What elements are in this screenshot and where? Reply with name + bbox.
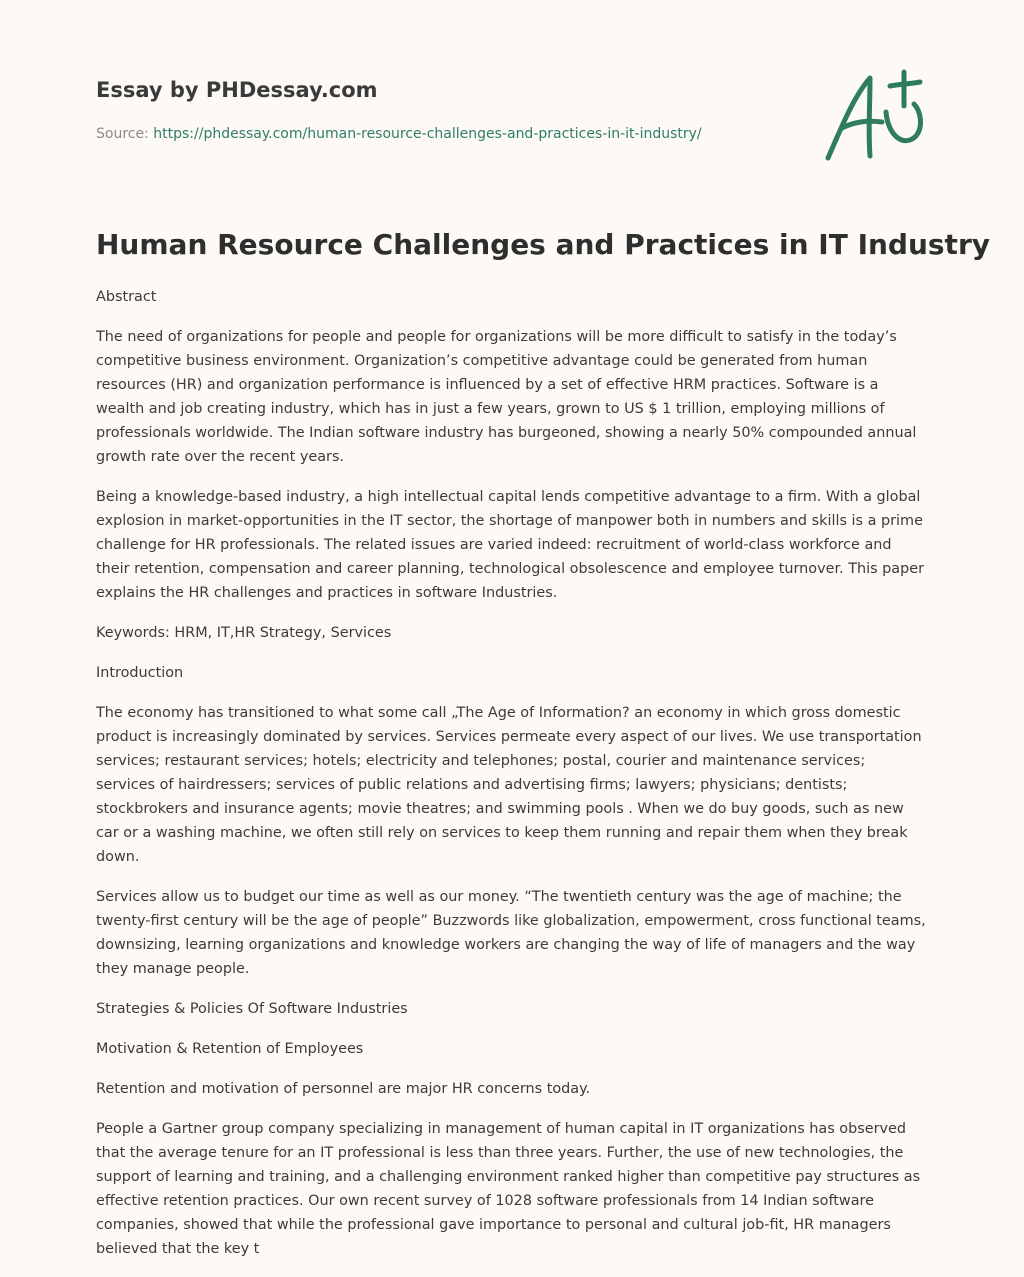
essay-title: Human Resource Challenges and Practices in IT Industry <box>96 228 991 261</box>
section-heading-abstract: Abstract <box>96 289 157 305</box>
keywords: Keywords: HRM, IT,HR Strategy, Services <box>96 625 392 641</box>
paragraph: Being a knowledge-based industry, a high intellectual capital lends competitive advantage to a firm. With a global explosion in market-opportunities in the IT sector, the shortage of manpower both in numbers and skills is a prime challenge for HR professionals. The related issues are varied indeed: recruitment of world-class workforce and their retention, compensation and career planning, technological obsolescence and employee turnover. This paper explains the HR challenges and practices in software Industries. <box>96 489 925 601</box>
essay-body <box>96 285 928 1277</box>
section-heading-motivation: Motivation & Retention of Employees <box>96 1041 364 1057</box>
source-link[interactable]: https://phdessay.com/human-resource-challenges-and-practices-in-it-industry/ <box>153 126 702 142</box>
paragraph: People a Gartner group company specializing in management of human capital in IT organizations has observed that the average tenure for an IT professional is less than three years. Further, the use of new technologies, the support of learning and training, and a challenging environment ranked higher than competitive pay structures as effective retention practices. Our own recent survey of 1028 software professionals from 14 Indian software companies, showed that while the professional gave importance to personal and cultural job-fit, HR managers believed that the key t <box>96 1121 921 1257</box>
paragraph: The economy has transitioned to what some call „The Age of Information? an economy in which gross domestic product is increasingly dominated by services. Services permeate every aspect of our lives. We use transportation services; restaurant services; hotels; electricity and telephones; postal, courier and maintenance services; services of hairdressers; services of public relations and advertising firms; lawyers; physicians; dentists; stockbrokers and insurance agents; movie theatres; and swimming pools . When we do buy goods, such as new car or a washing machine, we often still rely on services to keep them running and repair them when they break down. <box>96 705 922 865</box>
section-heading-introduction: Introduction <box>96 665 184 681</box>
paragraph: The need of organizations for people and people for organizations will be more difficult to satisfy in the today’s competitive business environment. Organization’s competitive advantage could be generated from human resources (HR) and organization performance is influenced by a set of effective HRM practices. Software is a wealth and job creating industry, which has in just a few years, grown to US $ 1 trillion, employing millions of professionals worldwide. The Indian software industry has burgeoned, showing a nearly 50% compounded annual growth rate over the recent years. <box>96 329 917 465</box>
section-heading-strategies: Strategies & Policies Of Software Industries <box>96 1001 408 1017</box>
a-plus-logo-icon <box>820 66 930 166</box>
paragraph: Services allow us to budget our time as well as our money. “The twentieth century was the age of machine; the twenty-first century will be the age of people” Buzzwords like globalization, empowerment, cross functional teams, downsizing, learning organizations and knowledge workers are changing the way of life of managers and the way they manage people. <box>96 889 926 977</box>
site-title: Essay by PHDessay.com <box>96 78 378 102</box>
source-label: Source: <box>96 126 154 142</box>
source-line <box>96 124 702 144</box>
paragraph: Retention and motivation of personnel are major HR concerns today. <box>96 1081 591 1097</box>
